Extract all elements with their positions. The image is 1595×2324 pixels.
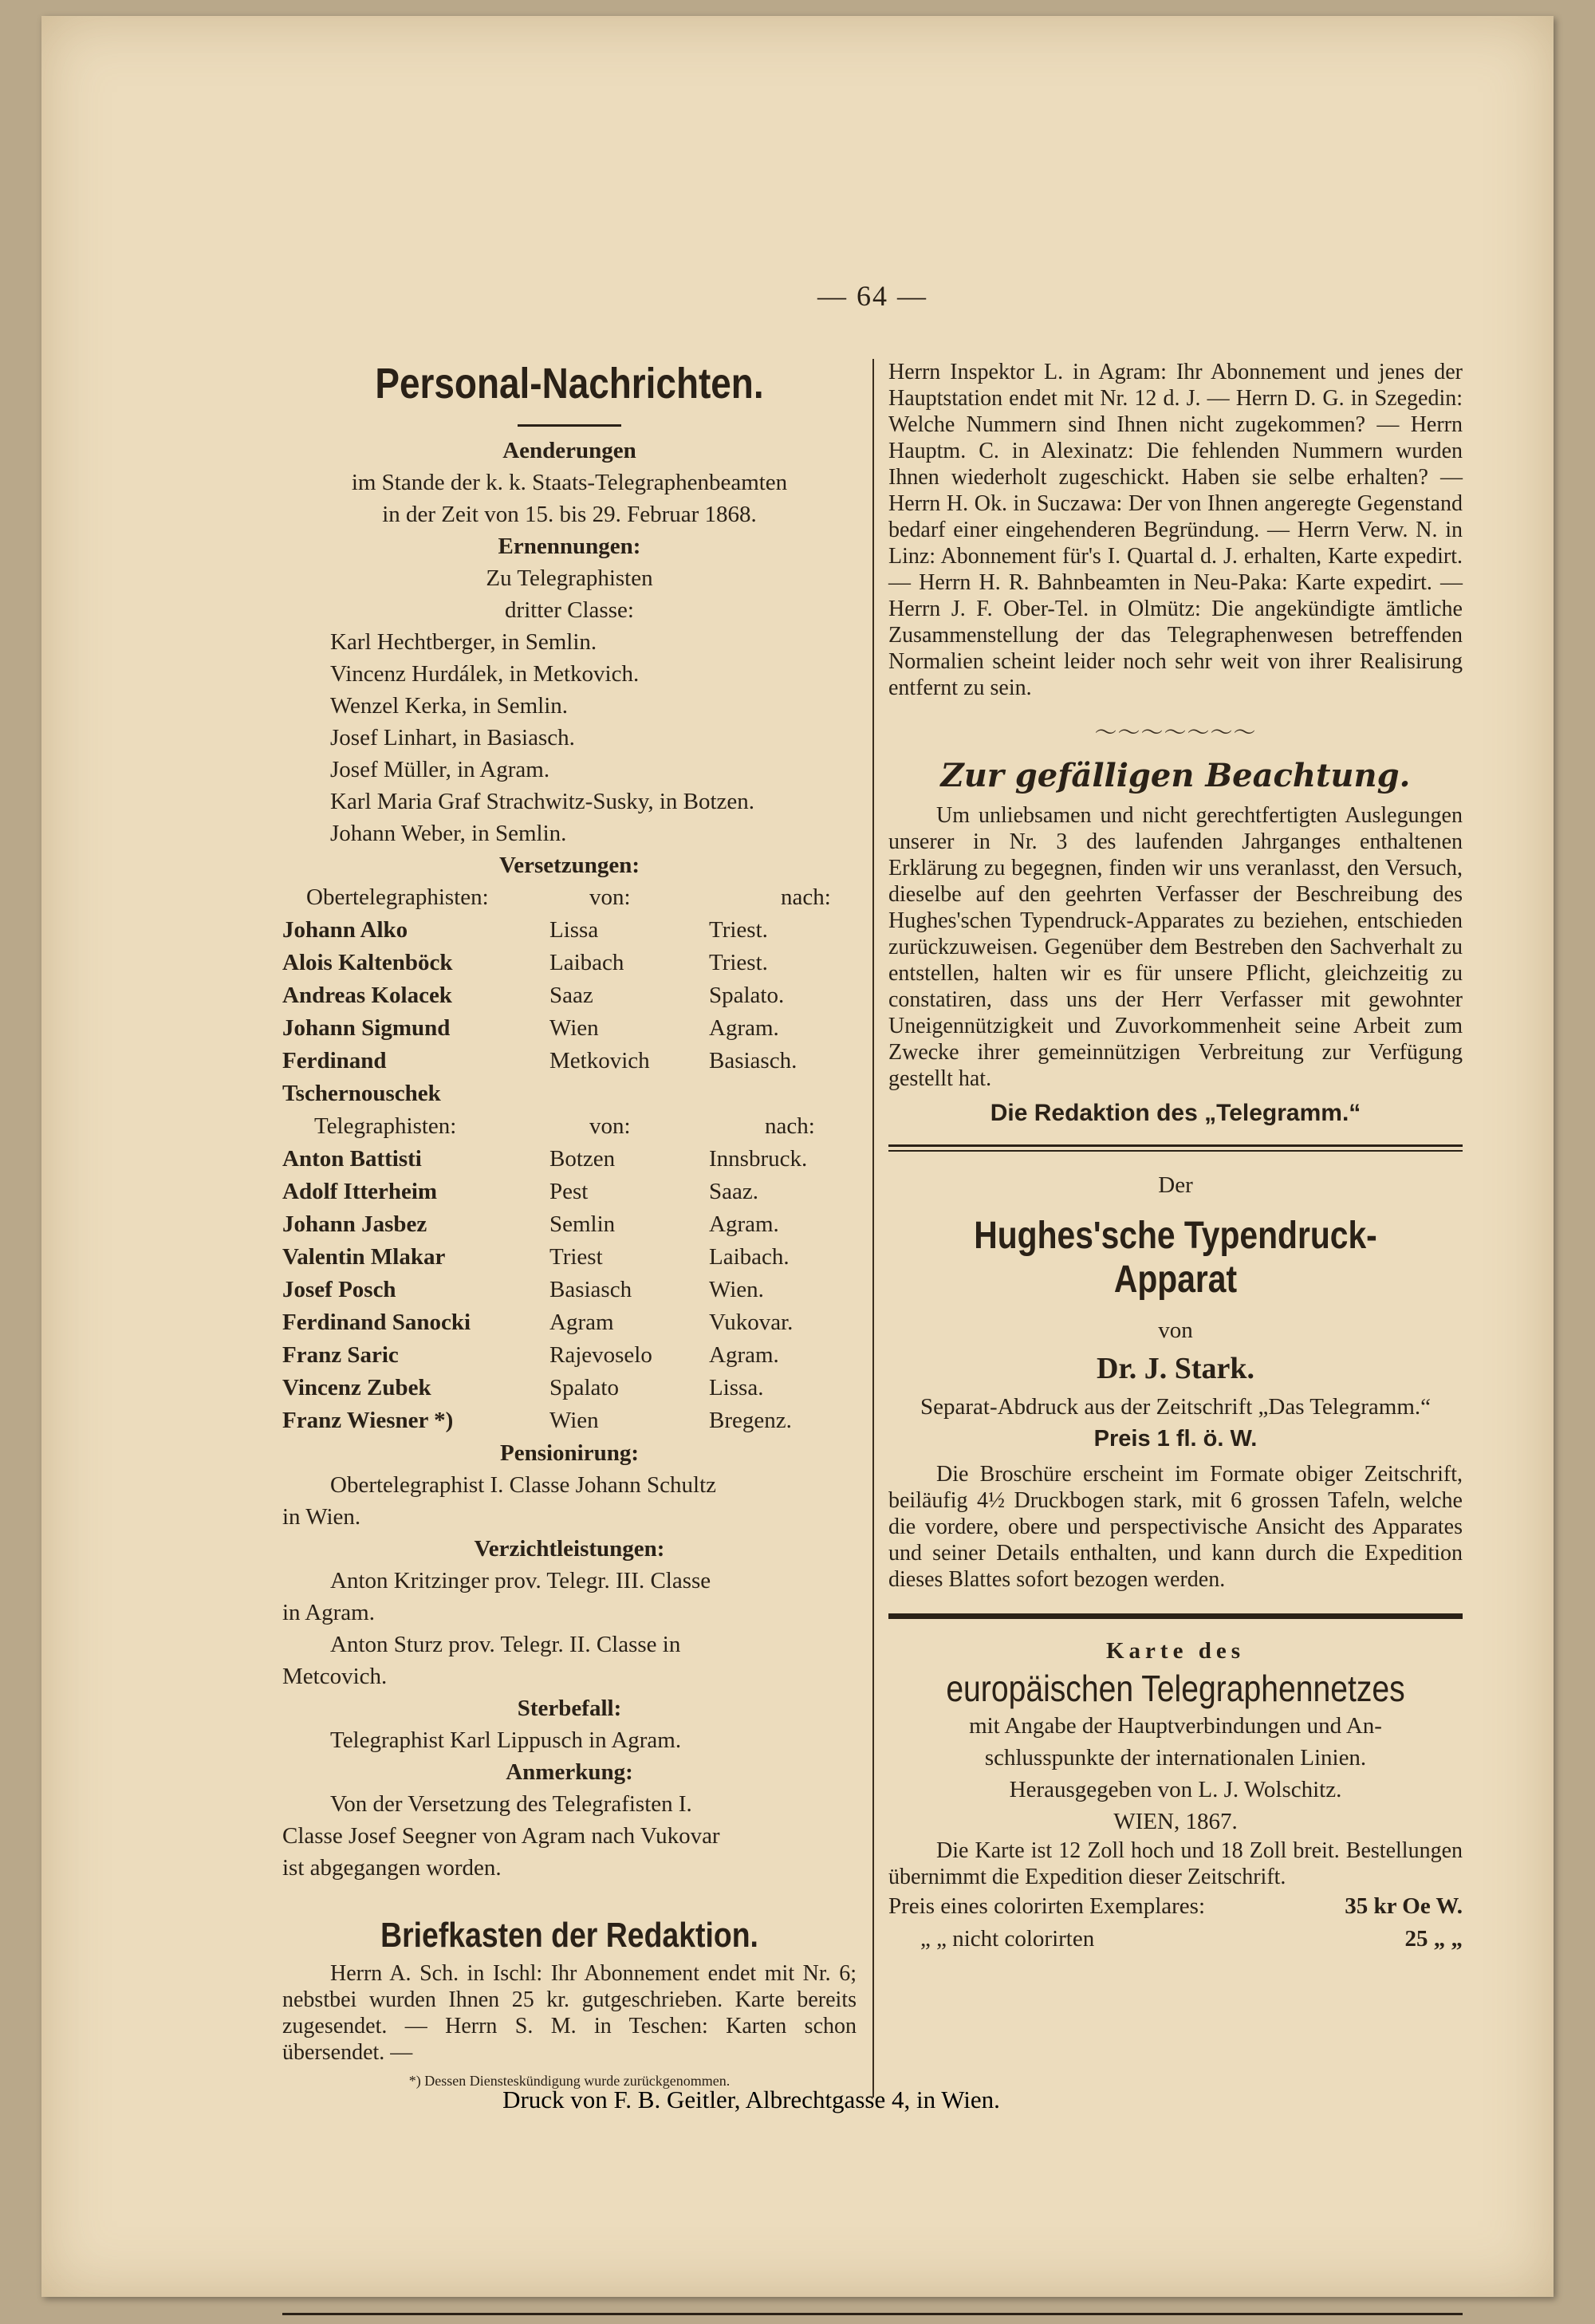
left-column — [282, 359, 857, 2093]
ad1-text: Die Broschüre erscheint im Formate obiger Zeitschrift, beiläufig 4½ Druckbogen stark, mit 6 grossen Tafeln, welche die vordere, obere und perspectivische Ansicht des Apparates und seiner Details enthalten, und kann durch die Expedition dieses Blattes sofort bezogen werden. — [888, 1462, 1463, 1592]
renunciation-line-2: in Agram. — [282, 1600, 375, 1625]
ad2-title: europäischen Telegraphennetzes — [946, 1668, 1405, 1709]
col-header-to: nach: — [765, 1113, 815, 1139]
appointment-item: Karl Maria Graf Strachwitz-Susky, in Botzen. — [330, 789, 755, 814]
cell-name: Anton Battisti — [282, 1146, 422, 1172]
cell-from: Basiasch — [549, 1277, 632, 1302]
note-line-3: ist abgegangen worden. — [282, 1855, 502, 1881]
table-row — [282, 914, 857, 947]
cell-from: Botzen — [549, 1146, 616, 1172]
cell-name: Adolf Itterheim — [282, 1179, 438, 1204]
transfers-header-row — [282, 881, 857, 914]
cell-to: Laibach. — [709, 1244, 790, 1270]
transfers-header-row-2 — [282, 1110, 857, 1143]
cell-from: Metkovich — [549, 1048, 650, 1073]
ad1-der: Der — [1158, 1172, 1193, 1198]
cell-to: Lissa. — [709, 1375, 764, 1400]
cell-to: Bregenz. — [709, 1408, 792, 1433]
appointment-item: Wenzel Kerka, in Semlin. — [330, 693, 569, 719]
death-heading: Sterbefall: — [517, 1696, 622, 1721]
table-row — [282, 947, 857, 979]
pension-line-1: Obertelegraphist I. Classe Johann Schultz — [330, 1472, 717, 1498]
changes-subline-2: in der Zeit von 15. bis 29. Februar 1868. — [382, 502, 757, 527]
pension-line-2: in Wien. — [282, 1504, 361, 1530]
cell-from: Agram — [549, 1310, 614, 1335]
price-label: „ „ nicht colorirten — [920, 1926, 1095, 1952]
table-row — [282, 1012, 857, 1045]
col-header-name: Obertelegraphisten: — [306, 884, 489, 910]
appointment-item: Johann Weber, in Semlin. — [330, 821, 567, 846]
appointment-item: Josef Linhart, in Basiasch. — [330, 725, 575, 750]
ad1-price: Preis 1 fl. ö. W. — [1093, 1426, 1258, 1452]
ad2-sub-1: mit Angabe der Hauptverbindungen und An- — [969, 1713, 1382, 1739]
note-line-2: Classe Josef Seegner von Agram nach Vukovar — [282, 1823, 720, 1849]
transfers-table-2 — [282, 1143, 857, 1437]
title-rule — [518, 424, 621, 427]
column-divider — [872, 359, 874, 2098]
renunciations-heading: Verzichtleistungen: — [474, 1536, 665, 1562]
editorial-signoff: Die Redaktion des „Telegramm.“ — [990, 1100, 1361, 1126]
ad2-karte: Karte des — [1106, 1638, 1245, 1664]
mailbox-text: Herrn A. Sch. in Ischl: Ihr Abonnement endet mit Nr. 6; nebstbei wurden Ihnen 25 kr. gutgeschrieben. Karte bereits zugesendet. — Herrn S. M. in Teschen: Karten schon übersendet. — — [282, 1961, 857, 2065]
table-row — [282, 1241, 857, 1274]
cell-to: Innsbruck. — [709, 1146, 808, 1172]
cell-to: Agram. — [709, 1342, 779, 1368]
cell-from: Spalato — [549, 1375, 619, 1400]
ad2-price-row-2 — [888, 1923, 1463, 1956]
table-row — [282, 1339, 857, 1372]
col-header-to: nach: — [781, 884, 831, 910]
transfers-heading: Versetzungen: — [498, 853, 640, 878]
table-row — [282, 1274, 857, 1306]
cell-from: Lissa — [549, 917, 599, 943]
ad1-von: von — [1158, 1318, 1193, 1343]
table-row — [282, 1143, 857, 1176]
attention-text: Um unliebsamen und nicht gerechtfertigten Auslegungen unserer in Nr. 3 des laufenden Jahrganges enthaltenen Erklärung zu begegnen, finden wir uns veranlasst, den Versuch, dieselbe auf den geehrten Verfasser der Beschreibung des Hughes'schen Typendruck-Apparates zu beziehen, entschieden zurückzuweisen. Gegenüber dem Bestreben den Sachverhalt zu entstellen, halten wir es für unsere Pflicht, gleichzeitig zu constatiren, dass uns der Herr Verfasser mit gewohnter Uneigennützigkeit und Zuvorkommenheit seine Arbeit zum Zwecke ihrer gemeinnützigen Verbreitung zur Verfügung gestellt hat. — [888, 803, 1463, 1091]
renunciation-line-3: Anton Sturz prov. Telegr. II. Classe in — [330, 1632, 681, 1657]
appointments-sub-1: Zu Telegraphisten — [486, 565, 653, 591]
pension-heading: Pensionirung: — [499, 1440, 640, 1466]
price-label: Preis eines colorirten Exemplares: — [888, 1893, 1206, 1919]
note-heading: Anmerkung: — [506, 1759, 633, 1785]
transfers-table-1 — [282, 914, 857, 1110]
section-rule — [888, 1144, 1463, 1152]
cell-name: Ferdinand Tschernouschek — [282, 1048, 441, 1106]
footer-rule — [282, 2313, 1463, 2315]
changes-subline-1: im Stande der k. k. Staats-Telegraphenbeamten — [351, 470, 788, 495]
cell-name: Johann Alko — [282, 917, 408, 943]
cell-name: Alois Kaltenböck — [282, 950, 453, 975]
price-value: 25 „ „ — [1404, 1926, 1463, 1952]
personal-news-title: Personal-Nachrichten. — [375, 360, 764, 408]
ad2-publisher: Herausgegeben von L. J. Wolschitz. — [1009, 1777, 1342, 1802]
cell-to: Triest. — [709, 917, 768, 943]
cell-from: Saaz — [549, 983, 593, 1008]
col-header-name: Telegraphisten: — [314, 1113, 457, 1139]
cell-name: Franz Saric — [282, 1342, 399, 1368]
col-header-from: von: — [589, 1113, 631, 1139]
ad-separator — [888, 1613, 1463, 1619]
table-row — [282, 1176, 857, 1208]
table-row — [282, 1045, 857, 1110]
cell-from: Rajevoselo — [549, 1342, 652, 1368]
col-header-from: von: — [589, 884, 631, 910]
appointments-list — [282, 626, 857, 849]
mailbox-continued: Herrn Inspektor L. in Agram: Ihr Abonnement und jenes der Hauptstation endet mit Nr. 12 d. J. — Herrn D. G. in Szegedin: Welche Nummern sind Ihnen nicht zugekommen? — Herrn Hauptm. C. in Alexinatz: Die fehlenden Nummern wurden Ihnen wiederholt zugeschickt. Haben sie selbe erhalten? — Herrn H. Ok. in Suczawa: Der von Ihnen angeregte Gegenstand bedarf einer eingehenderen Begründung. — Herrn Verw. N. in Linz: Abonnement für's I. Quartal d. J. erhalten, Karte expedirt. — Herrn H. R. Bahnbeamten in Neu-Paka: Karte expedirt. — Herrn J. F. Ober-Tel. in Olmütz: Die angekündigte ämtliche Zusammenstellung der das Telegraphenwesen betreffenden Normalien scheint leider noch sehr weit von ihrer Realisirung entfernt zu sein. — [888, 360, 1463, 700]
cell-from: Wien — [549, 1408, 599, 1433]
cell-to: Saaz. — [709, 1179, 758, 1204]
cell-name: Johann Jasbez — [282, 1211, 427, 1237]
cell-name: Josef Posch — [282, 1277, 396, 1302]
renunciation-line-4: Metcovich. — [282, 1664, 388, 1689]
ad2-text: Die Karte ist 12 Zoll hoch und 18 Zoll breit. Bestellungen übernimmt die Expedition dieser Zeitschrift. — [888, 1838, 1463, 1889]
note-line-1: Von der Versetzung des Telegrafisten I. — [330, 1791, 692, 1817]
cell-from: Wien — [549, 1015, 599, 1041]
cell-to: Wien. — [709, 1277, 764, 1302]
table-row — [282, 979, 857, 1012]
cell-to: Agram. — [709, 1015, 779, 1041]
ad1-source: Separat-Abdruck aus der Zeitschrift „Das Telegramm.“ — [920, 1394, 1431, 1420]
death-line: Telegraphist Karl Lippusch in Agram. — [330, 1727, 682, 1753]
cell-from: Laibach — [549, 950, 624, 975]
ad1-title: Hughes'sche Typendruck-Apparat — [974, 1215, 1377, 1301]
printer-footer: Druck von F. B. Geitler, Albrechtgasse 4, in Wien. — [502, 2086, 1000, 2113]
cell-to: Spalato. — [709, 983, 785, 1008]
table-row — [282, 1372, 857, 1404]
cell-name: Valentin Mlakar — [282, 1244, 446, 1270]
cell-name: Vincenz Zubek — [282, 1375, 431, 1400]
appointments-sub-2: dritter Classe: — [505, 597, 634, 623]
ad2-sub-2: schlusspunkte der internationalen Linien. — [984, 1745, 1367, 1771]
cell-from: Semlin — [549, 1211, 616, 1237]
appointment-item: Karl Hechtberger, in Semlin. — [330, 629, 597, 655]
cell-name: Franz Wiesner *) — [282, 1408, 454, 1433]
newspaper-page — [41, 16, 1554, 2297]
footnote: *) Dessen Diensteskündigung wurde zurückgenommen. — [408, 2073, 731, 2089]
renunciation-line-1: Anton Kritzinger prov. Telegr. III. Classe — [330, 1568, 711, 1593]
price-value: 35 kr Oe W. — [1345, 1893, 1463, 1919]
page-number: — 64 — — [817, 280, 927, 312]
mailbox-title: Briefkasten der Redaktion. — [380, 1916, 758, 1955]
cell-name: Andreas Kolacek — [282, 983, 452, 1008]
table-row — [282, 1306, 857, 1339]
ad2-place: WIEN, 1867. — [1113, 1809, 1238, 1834]
cell-from: Pest — [549, 1179, 589, 1204]
ornament-divider: 〜〜〜〜〜〜〜 — [1094, 719, 1257, 746]
ad2-price-row-1 — [888, 1890, 1463, 1923]
cell-to: Agram. — [709, 1211, 779, 1237]
table-row — [282, 1208, 857, 1241]
cell-to: Vukovar. — [709, 1310, 794, 1335]
cell-name: Johann Sigmund — [282, 1015, 451, 1041]
changes-heading: Aenderungen — [502, 438, 636, 463]
appointment-item: Josef Müller, in Agram. — [330, 757, 550, 782]
appointments-heading: Ernennungen: — [498, 534, 641, 559]
ad1-author: Dr. J. Stark. — [1096, 1352, 1255, 1385]
attention-title: Zur gefälligen Beachtung. — [940, 757, 1411, 794]
cell-to: Basiasch. — [709, 1048, 798, 1073]
cell-name: Ferdinand Sanocki — [282, 1310, 471, 1335]
right-column — [888, 359, 1463, 1956]
cell-to: Triest. — [709, 950, 768, 975]
appointment-item: Vincenz Hurdálek, in Metkovich. — [330, 661, 640, 687]
cell-from: Triest — [549, 1244, 603, 1270]
table-row — [282, 1404, 857, 1437]
